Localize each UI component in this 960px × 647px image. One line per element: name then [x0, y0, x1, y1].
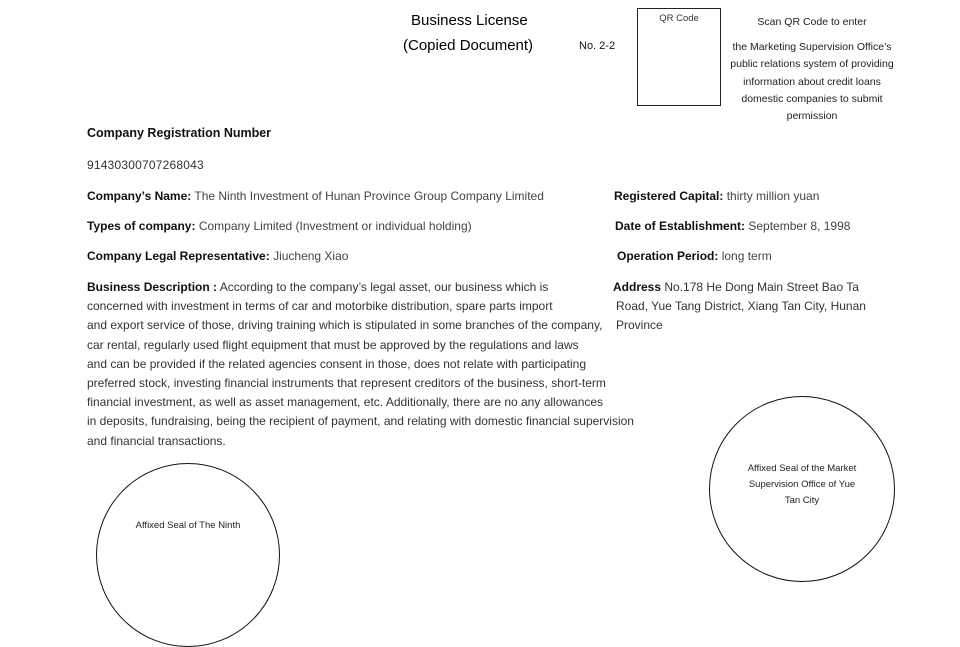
seal-text-line: Tan City	[784, 495, 820, 506]
market-office-seal	[709, 396, 895, 582]
address-text: No.178 He Dong Main Street Bao Ta	[664, 280, 859, 294]
company-seal	[96, 463, 280, 647]
legal-representative-label: Company Legal Representative:	[87, 249, 270, 263]
establishment-date-value: September 8, 1998	[748, 219, 851, 233]
qr-instruction-line: permission	[786, 110, 838, 123]
legal-representative-value: Jiucheng Xiao	[273, 249, 349, 263]
establishment-date-label: Date of Establishment:	[615, 219, 746, 233]
business-description-line: preferred stock, investing financial instruments that represent creditors of the business, short-term	[87, 376, 606, 391]
seal-text-line: Affixed Seal of The Ninth	[135, 520, 241, 531]
legal-representative-row	[87, 249, 348, 263]
company-type-label: Types of company:	[87, 219, 196, 233]
business-description-label: Business Description :	[87, 280, 218, 294]
qr-code-label: QR Code	[659, 13, 699, 24]
qr-instructions	[712, 14, 912, 125]
business-description-line: and export service of those, driving training which is stipulated in some branches of the company,	[87, 318, 603, 333]
business-description-line: financial investment, as well as asset management, etc. Additionally, there are no any allowances	[87, 395, 604, 410]
document-number: No. 2-2	[579, 40, 616, 52]
business-description-line: and financial transactions.	[87, 433, 226, 448]
address-first-line	[613, 278, 866, 297]
seal-text-line: Affixed Seal of the Market	[747, 463, 857, 474]
qr-instruction-line: the Marketing Supervision Office’s	[732, 41, 892, 54]
registered-capital-label: Registered Capital:	[614, 189, 724, 203]
qr-instruction-line: public relations system of providing	[730, 58, 894, 71]
business-description-line: and can be provided if the related agencies consent in those, does not relate with participating	[87, 356, 586, 371]
business-description-line: concerned with investment in terms of car and motorbike distribution, spare parts import	[87, 299, 553, 314]
company-name-label: Company’s Name:	[87, 189, 192, 203]
operation-period-row	[617, 249, 772, 263]
registration-number-value: 91430300707268043	[87, 158, 204, 172]
business-description-text: According to the company’s legal asset, our business which is	[219, 280, 549, 294]
business-description-line: in deposits, fundraising, being the recipient of payment, and relating with domestic financial supervision	[87, 414, 634, 429]
company-type-row	[87, 219, 472, 233]
qr-instruction-line: information about credit loans	[743, 75, 881, 88]
operation-period-value: long term	[721, 249, 772, 263]
business-description-line: car rental, regularly used flight equipment that must be approved by the regulations and laws	[87, 337, 579, 352]
registered-capital-value: thirty million yuan	[726, 189, 820, 203]
seal-text-line: Supervision Office of Yue	[748, 479, 856, 490]
business-description	[87, 278, 634, 451]
company-type-value: Company Limited (Investment or individual holding)	[198, 219, 472, 233]
registration-number-label: Company Registration Number	[87, 126, 272, 140]
address-label: Address	[613, 280, 662, 294]
company-name-row	[87, 189, 544, 203]
address-line: Road, Yue Tang District, Xiang Tan City, Hunan	[616, 299, 866, 314]
address-block	[613, 278, 866, 336]
document-subtitle: (Copied Document)	[403, 37, 534, 54]
establishment-date-row	[615, 219, 850, 233]
qr-instruction-line: domestic companies to submit	[741, 92, 883, 105]
address-line: Province	[616, 318, 663, 333]
qr-instruction-line: Scan QR Code to enter	[757, 16, 867, 28]
document-title: Business License	[411, 12, 528, 29]
qr-code-box	[637, 8, 721, 106]
company-name-value: The Ninth Investment of Hunan Province Group Company Limited	[194, 189, 544, 203]
registered-capital-row	[614, 189, 819, 203]
company-seal-text	[97, 518, 279, 534]
business-description-first-line	[87, 278, 634, 297]
market-office-seal-text	[710, 461, 894, 509]
operation-period-label: Operation Period:	[617, 249, 719, 263]
